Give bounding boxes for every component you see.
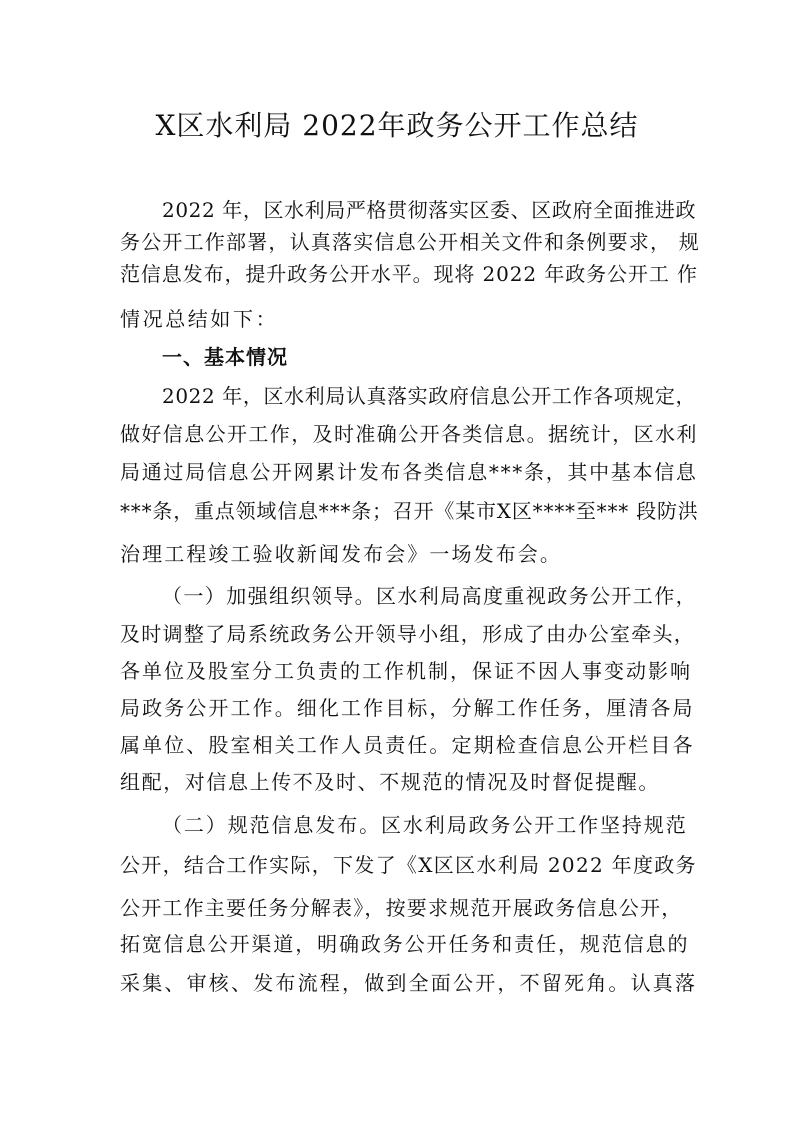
section-heading: 一、基本情况 [162,345,288,369]
paragraph-line: 拓宽信息公开渠道，明确政务公开任务和责任，规范信息的 [120,932,690,956]
paragraph-line: 及时调整了局系统政务公开领导小组，形成了由办公室牵头， [120,622,696,646]
document-title: X区水利局 2022年政务公开工作总结 [155,109,639,142]
paragraph-line: ***条，重点领域信息***条；召开《某市X区****至*** 段防洪 [120,499,699,523]
paragraph-line: 局政务公开工作。细化工作目标，分解工作任务，厘清各局 [120,696,695,720]
paragraph-line: 公开工作主要任务分解表》，按要求规范开展政务信息公开， [120,896,683,920]
paragraph-line: 属单位、股室相关工作人员责任。定期检查信息公开栏目各 [120,733,695,757]
paragraph-line: 组配，对信息上传不及时、不规范的情况及时督促提醒。 [120,770,660,794]
paragraph-line: 务公开工作部署，认真落实信息公开相关文件和条例要求， 规 [120,230,700,254]
paragraph-line: 情况总结如下： [120,307,279,331]
paragraph-line: 2022 年，区水利局认真落实政府信息公开工作各项规定， [162,384,697,408]
paragraph-line: 公开，结合工作实际，下发了《X区区水利局 2022 年度政务 [120,853,697,877]
paragraph-line: 2022 年，区水利局严格贯彻落实区委、区政府全面推进政 [162,198,697,222]
paragraph-line: （二）规范信息发布。区水利局政务公开工作坚持规范 [162,813,688,837]
paragraph-line: 各单位及股室分工负责的工作机制，保证不因人事变动影响 [120,659,692,683]
paragraph-line: 范信息发布，提升政务公开水平。现将 2022 年政务公开工 作 [120,262,698,286]
paragraph-line: 局通过局信息公开网累计发布各类信息***条，其中基本信息 [120,460,698,484]
paragraph-line: 治理工程竣工验收新闻发布会》一场发布会。 [120,542,562,566]
paragraph-line: 采集、审核、发布流程，做到全面公开，不留死角。认真落 [120,971,698,995]
paragraph-line: 做好信息公开工作，及时准确公开各类信息。据统计，区水利 [120,422,698,446]
paragraph-line: （一）加强组织领导。区水利局高度重视政务公开工作， [162,584,697,608]
